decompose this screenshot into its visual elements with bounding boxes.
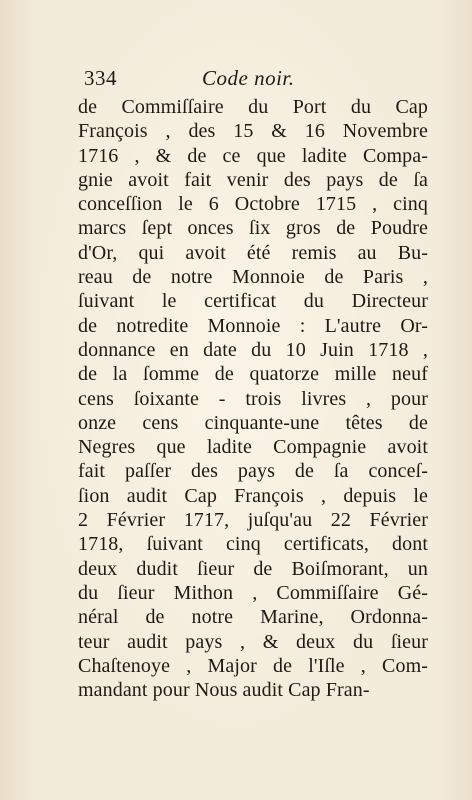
text-line: reau de notre Monnoie de Paris , (78, 266, 428, 289)
page-number: 334 (84, 66, 117, 90)
text-line: Chaſtenoye , Major de l'Iſle , Com- (78, 654, 428, 677)
running-title: Code noir. (202, 66, 295, 90)
text-line: onze cens cinquante-une têtes de (78, 411, 428, 434)
text-line: 2 Février 1717, juſqu'au 22 Février (78, 509, 428, 532)
text-line: ſion audit Cap François , depuis le (78, 484, 428, 507)
text-line: marcs ſept onces ſix gros de Poudre (78, 217, 428, 240)
text-line: ſuivant le certificat du Directeur (78, 290, 428, 313)
text-line: de Commiſſaire du Port du Cap (78, 96, 428, 118)
text-line: 1718, ſuivant cinq certificats, dont (78, 533, 428, 556)
text-line: 1716 , & de ce que ladite Compa- (78, 144, 428, 167)
text-line: d'Or, qui avoit été remis au Bu- (78, 241, 428, 264)
text-line: teur audit pays , & deux du ſieur (78, 630, 428, 653)
text-line: François , des 15 & 16 Novembre (78, 120, 428, 143)
text-line: donnance en date du 10 Juin 1718 , (78, 338, 428, 361)
page-header (84, 66, 424, 96)
text-line: fait paſſer des pays de ſa conceſ- (78, 460, 428, 483)
text-line: cens ſoixante - trois livres , pour (78, 387, 428, 410)
text-line: Negres que ladite Compagnie avoit (78, 436, 428, 459)
text-line: de la ſomme de quatorze mille neuf (78, 363, 428, 386)
text-line: néral de notre Marine, Ordonna- (78, 606, 428, 629)
text-line: gnie avoit fait venir des pays de ſa (78, 168, 428, 191)
text-line: du ſieur Mithon , Commiſſaire Gé- (78, 581, 428, 604)
text-line: mandant pour Nous audit Cap Fran- (78, 679, 370, 702)
text-line: de notredite Monnoie : L'autre Or- (78, 314, 428, 337)
body-text (78, 95, 428, 702)
text-line: deux dudit ſieur de Boiſmorant, un (78, 557, 428, 580)
text-line: conceſſion le 6 Octobre 1715 , cinq (78, 193, 428, 216)
